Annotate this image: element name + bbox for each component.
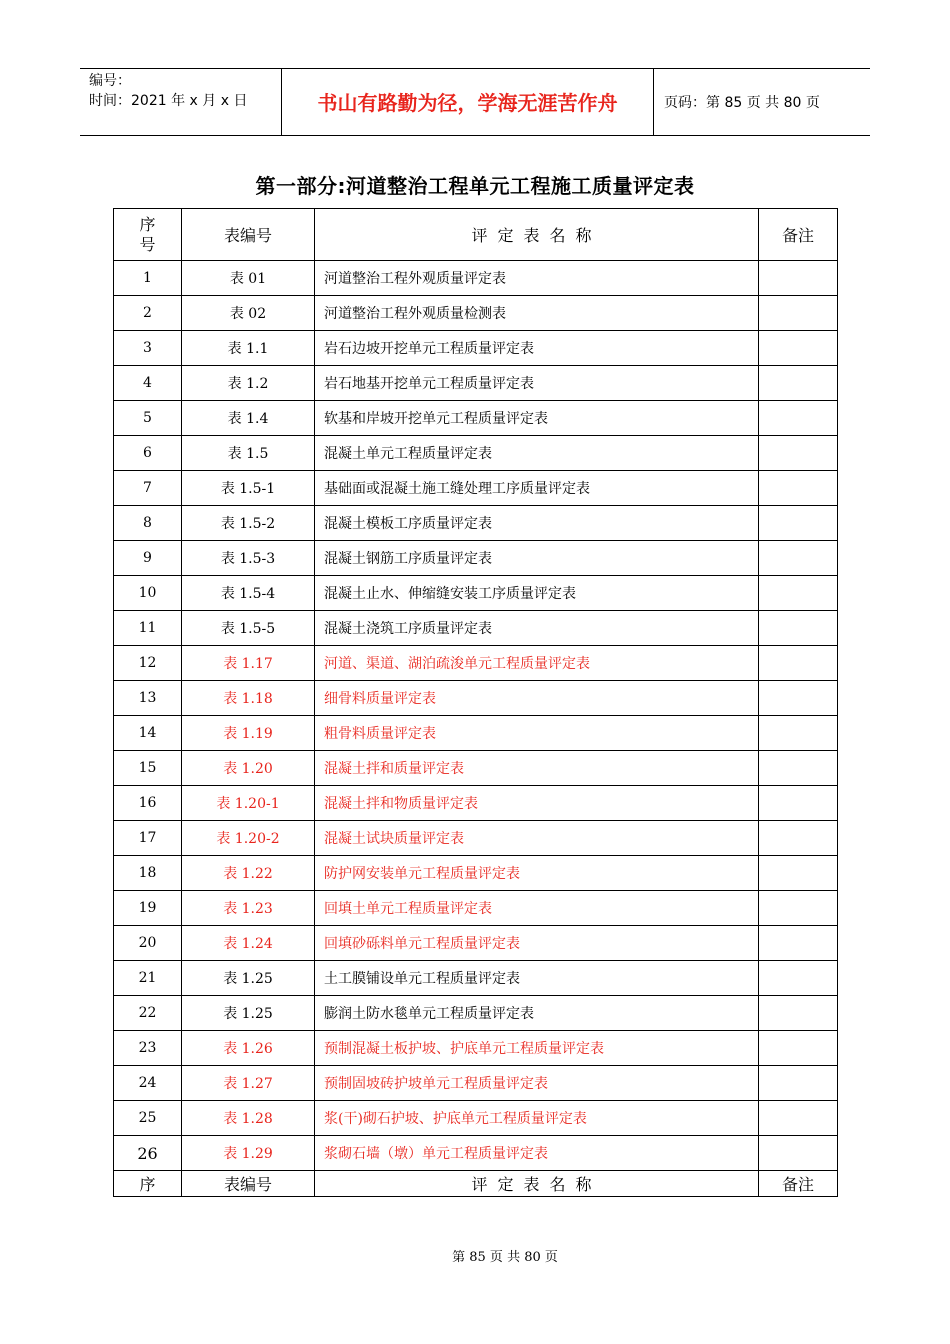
table-row	[114, 681, 838, 716]
header-left-cell	[80, 69, 282, 135]
footer-seq: 序	[114, 1171, 182, 1197]
row-seq: 8	[114, 506, 182, 541]
row-code: 表 1.23	[182, 891, 315, 926]
row-note	[759, 821, 838, 856]
row-note	[759, 646, 838, 681]
row-seq: 11	[114, 611, 182, 646]
row-note	[759, 506, 838, 541]
row-name: 预制混凝土板护坡、护底单元工程质量评定表	[315, 1031, 759, 1066]
row-name: 混凝土拌和质量评定表	[315, 751, 759, 786]
row-name: 混凝土试块质量评定表	[315, 821, 759, 856]
row-name: 土工膜铺设单元工程质量评定表	[315, 961, 759, 996]
row-code: 表 02	[182, 296, 315, 331]
row-note	[759, 366, 838, 401]
row-seq: 22	[114, 996, 182, 1031]
row-code: 表 1.20-2	[182, 821, 315, 856]
row-seq: 15	[114, 751, 182, 786]
page-header	[80, 68, 870, 136]
row-seq: 6	[114, 436, 182, 471]
row-seq: 18	[114, 856, 182, 891]
row-name: 河道整治工程外观质量检测表	[315, 296, 759, 331]
table-row	[114, 891, 838, 926]
row-code: 表 1.5-2	[182, 506, 315, 541]
row-code: 表 1.17	[182, 646, 315, 681]
row-note	[759, 331, 838, 366]
header-page-info: 页码：第 85 页 共 80 页	[664, 95, 820, 111]
row-code: 表 1.4	[182, 401, 315, 436]
row-note	[759, 1101, 838, 1136]
table-row	[114, 436, 838, 471]
row-name: 膨润土防水毯单元工程质量评定表	[315, 996, 759, 1031]
table-row	[114, 576, 838, 611]
header-note: 备注	[759, 209, 838, 261]
row-note	[759, 681, 838, 716]
row-seq: 5	[114, 401, 182, 436]
row-seq: 26	[114, 1136, 182, 1171]
row-code: 表 1.19	[182, 716, 315, 751]
header-name: 评定表名称	[315, 209, 759, 261]
row-code: 表 1.5-1	[182, 471, 315, 506]
row-name: 混凝土浇筑工序质量评定表	[315, 611, 759, 646]
row-name: 回填土单元工程质量评定表	[315, 891, 759, 926]
row-note	[759, 471, 838, 506]
row-seq: 20	[114, 926, 182, 961]
row-name: 细骨料质量评定表	[315, 681, 759, 716]
row-code: 表 1.28	[182, 1101, 315, 1136]
row-seq: 16	[114, 786, 182, 821]
row-name: 混凝土止水、伸缩缝安装工序质量评定表	[315, 576, 759, 611]
row-note	[759, 261, 838, 296]
row-name: 浆(干)砌石护坡、护底单元工程质量评定表	[315, 1101, 759, 1136]
row-name: 混凝土单元工程质量评定表	[315, 436, 759, 471]
row-code: 表 1.5	[182, 436, 315, 471]
row-name: 岩石地基开挖单元工程质量评定表	[315, 366, 759, 401]
row-seq: 17	[114, 821, 182, 856]
row-note	[759, 541, 838, 576]
row-code: 表 1.26	[182, 1031, 315, 1066]
row-seq: 12	[114, 646, 182, 681]
row-name: 软基和岸坡开挖单元工程质量评定表	[315, 401, 759, 436]
row-code: 表 1.25	[182, 961, 315, 996]
row-name: 基础面或混凝土施工缝处理工序质量评定表	[315, 471, 759, 506]
row-note	[759, 751, 838, 786]
table-body	[114, 261, 838, 1171]
code-label: 编号：	[89, 73, 131, 89]
row-note	[759, 926, 838, 961]
row-note	[759, 716, 838, 751]
date-label: 时间：2021 年 x 月 x 日	[89, 93, 248, 109]
table-row	[114, 1136, 838, 1171]
row-name: 防护网安装单元工程质量评定表	[315, 856, 759, 891]
row-note	[759, 1031, 838, 1066]
row-code: 表 1.5-5	[182, 611, 315, 646]
row-seq: 24	[114, 1066, 182, 1101]
table-row	[114, 1066, 838, 1101]
table-row	[114, 646, 838, 681]
row-note	[759, 996, 838, 1031]
page-footer: 第 85 页 共 80 页	[452, 1250, 558, 1265]
row-code: 表 1.20	[182, 751, 315, 786]
table-row	[114, 331, 838, 366]
document-title: 第一部分:河道整治工程单元工程施工质量评定表	[255, 174, 695, 198]
row-seq: 23	[114, 1031, 182, 1066]
row-note	[759, 961, 838, 996]
row-code: 表 1.5-4	[182, 576, 315, 611]
row-seq: 14	[114, 716, 182, 751]
row-seq: 4	[114, 366, 182, 401]
row-note	[759, 856, 838, 891]
row-name: 混凝土钢筋工序质量评定表	[315, 541, 759, 576]
footer-name: 评定表名称	[315, 1171, 759, 1197]
row-name: 河道整治工程外观质量评定表	[315, 261, 759, 296]
table-header-row	[114, 209, 838, 261]
row-code: 表 1.29	[182, 1136, 315, 1171]
row-code: 表 1.25	[182, 996, 315, 1031]
table-row	[114, 751, 838, 786]
row-seq: 2	[114, 296, 182, 331]
row-seq: 1	[114, 261, 182, 296]
row-seq: 7	[114, 471, 182, 506]
row-seq: 3	[114, 331, 182, 366]
table-row	[114, 541, 838, 576]
table-row	[114, 611, 838, 646]
row-note	[759, 436, 838, 471]
table-row	[114, 506, 838, 541]
table-row	[114, 366, 838, 401]
evaluation-table	[113, 208, 838, 1197]
table-row	[114, 471, 838, 506]
table-row	[114, 996, 838, 1031]
row-seq: 19	[114, 891, 182, 926]
row-code: 表 1.18	[182, 681, 315, 716]
row-name: 粗骨料质量评定表	[315, 716, 759, 751]
row-code: 表 01	[182, 261, 315, 296]
header-seq-line2: 号	[139, 234, 156, 254]
table-row	[114, 401, 838, 436]
row-note	[759, 1136, 838, 1171]
table-footer-row	[114, 1171, 838, 1197]
footer-note: 备注	[759, 1171, 838, 1197]
row-code: 表 1.5-3	[182, 541, 315, 576]
header-seq	[114, 209, 182, 261]
row-code: 表 1.2	[182, 366, 315, 401]
footer-code: 表编号	[182, 1171, 315, 1197]
row-name: 河道、渠道、湖泊疏浚单元工程质量评定表	[315, 646, 759, 681]
row-note	[759, 611, 838, 646]
table-row	[114, 961, 838, 996]
row-seq: 9	[114, 541, 182, 576]
table-row	[114, 926, 838, 961]
row-note	[759, 401, 838, 436]
row-code: 表 1.24	[182, 926, 315, 961]
table-row	[114, 821, 838, 856]
row-note	[759, 576, 838, 611]
row-name: 回填砂砾料单元工程质量评定表	[315, 926, 759, 961]
table-row	[114, 856, 838, 891]
row-code: 表 1.20-1	[182, 786, 315, 821]
table-row	[114, 1031, 838, 1066]
row-name: 岩石边坡开挖单元工程质量评定表	[315, 331, 759, 366]
row-note	[759, 296, 838, 331]
table-row	[114, 261, 838, 296]
row-name: 浆砌石墙（墩）单元工程质量评定表	[315, 1136, 759, 1171]
table-row	[114, 1101, 838, 1136]
row-seq: 21	[114, 961, 182, 996]
row-name: 预制固坡砖护坡单元工程质量评定表	[315, 1066, 759, 1101]
header-seq-line1: 序	[139, 214, 156, 234]
row-code: 表 1.1	[182, 331, 315, 366]
row-name: 混凝土拌和物质量评定表	[315, 786, 759, 821]
row-note	[759, 1066, 838, 1101]
table-row	[114, 786, 838, 821]
table-row	[114, 296, 838, 331]
table-row	[114, 716, 838, 751]
row-seq: 10	[114, 576, 182, 611]
row-name: 混凝土模板工序质量评定表	[315, 506, 759, 541]
header-motto: 书山有路勤为径，学海无涯苦作舟	[282, 69, 654, 135]
row-note	[759, 786, 838, 821]
row-code: 表 1.27	[182, 1066, 315, 1101]
row-note	[759, 891, 838, 926]
header-code: 表编号	[182, 209, 315, 261]
row-seq: 25	[114, 1101, 182, 1136]
row-code: 表 1.22	[182, 856, 315, 891]
row-seq: 13	[114, 681, 182, 716]
